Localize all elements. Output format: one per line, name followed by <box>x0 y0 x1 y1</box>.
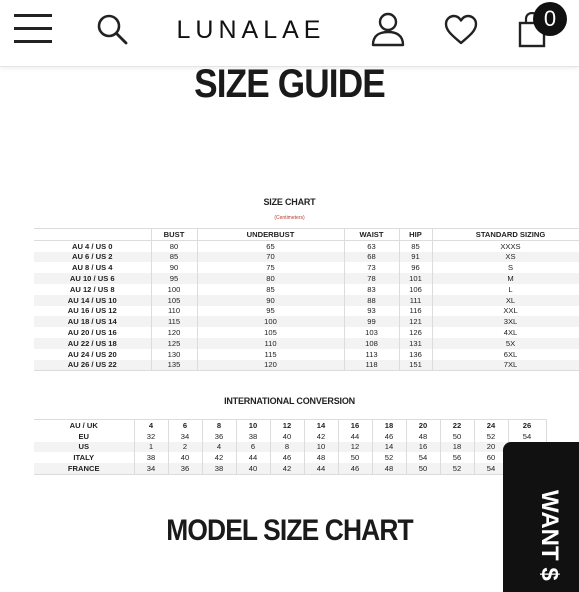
size-chart-row <box>34 284 579 295</box>
size-chart-units: (Centimeters) <box>274 215 305 221</box>
size-chart-cell: 90 <box>151 262 197 273</box>
size-chart-cell: 95 <box>151 273 197 284</box>
size-chart-cell: 3XL <box>432 316 579 327</box>
conversion-row-label: ITALY <box>34 452 134 463</box>
conversion-cell: 42 <box>202 452 236 463</box>
size-chart-title: SIZE CHART <box>263 197 316 207</box>
account-icon[interactable] <box>370 11 406 52</box>
size-chart-cell: 78 <box>344 273 399 284</box>
conversion-row-label: US <box>34 442 134 453</box>
conversion-row <box>34 420 546 431</box>
conversion-cell: 38 <box>202 463 236 474</box>
size-chart-cell: 85 <box>399 240 432 251</box>
size-chart-row <box>34 306 579 317</box>
size-chart-cell: 120 <box>151 327 197 338</box>
size-chart-cell: XS <box>432 252 579 263</box>
conversion-cell: 34 <box>134 463 168 474</box>
size-chart-cell: 151 <box>399 360 432 371</box>
size-chart-row <box>34 360 579 371</box>
conversion-cell: 50 <box>406 463 440 474</box>
conversion-row-label: FRANCE <box>34 463 134 474</box>
conversion-cell: 16 <box>406 442 440 453</box>
conversion-cell: 6 <box>168 420 202 431</box>
size-chart-cell: 99 <box>344 316 399 327</box>
size-chart-row-label: AU 14 / US 10 <box>34 295 151 306</box>
size-chart-cell: 111 <box>399 295 432 306</box>
size-chart-table <box>34 228 579 371</box>
size-chart-cell: 110 <box>151 306 197 317</box>
conversion-row <box>34 463 546 474</box>
conversion-cell: 14 <box>304 420 338 431</box>
size-chart-cell: 95 <box>197 306 344 317</box>
size-chart-cell: 83 <box>344 284 399 295</box>
conversion-cell: 44 <box>338 431 372 442</box>
size-chart-row-label: AU 6 / US 2 <box>34 252 151 263</box>
size-chart-header-cell: UNDERBUST <box>197 229 344 241</box>
size-chart-cell: 106 <box>399 284 432 295</box>
size-chart-cell: 121 <box>399 316 432 327</box>
conversion-cell: 16 <box>338 420 372 431</box>
size-chart-row <box>34 252 579 263</box>
size-chart-cell: 100 <box>197 316 344 327</box>
conversion-cell: 42 <box>304 431 338 442</box>
conversion-row <box>34 452 546 463</box>
conversion-row-label: AU / UK <box>34 420 134 431</box>
conversion-cell: 50 <box>338 452 372 463</box>
size-chart-row <box>34 316 579 327</box>
conversion-cell: 8 <box>270 442 304 453</box>
size-chart-cell: 136 <box>399 349 432 360</box>
size-chart-row-label: AU 18 / US 14 <box>34 316 151 327</box>
size-chart-cell: XXL <box>432 306 579 317</box>
conversion-cell: 10 <box>304 442 338 453</box>
size-chart-row-label: AU 10 / US 6 <box>34 273 151 284</box>
size-chart-cell: 65 <box>197 240 344 251</box>
conversion-cell: 12 <box>270 420 304 431</box>
size-chart-row-label: AU 22 / US 18 <box>34 338 151 349</box>
conversion-cell: 2 <box>168 442 202 453</box>
size-chart-cell: 6XL <box>432 349 579 360</box>
size-chart-cell: 116 <box>399 306 432 317</box>
size-chart-cell: 108 <box>344 338 399 349</box>
size-chart-row <box>34 295 579 306</box>
conversion-cell: 60 <box>474 452 508 463</box>
cart-count-badge[interactable]: 0 <box>533 2 567 36</box>
conversion-cell: 40 <box>168 452 202 463</box>
conversion-cell: 38 <box>236 431 270 442</box>
conversion-cell: 42 <box>270 463 304 474</box>
conversion-cell: 36 <box>202 431 236 442</box>
conversion-cell: 44 <box>236 452 270 463</box>
size-chart-cell: 93 <box>344 306 399 317</box>
size-chart-cell: 90 <box>197 295 344 306</box>
size-chart-row-label: AU 20 / US 16 <box>34 327 151 338</box>
size-chart-cell: 101 <box>399 273 432 284</box>
size-chart-cell: 73 <box>344 262 399 273</box>
conversion-cell: 40 <box>270 431 304 442</box>
heart-icon[interactable] <box>443 14 479 51</box>
size-chart-cell: 115 <box>151 316 197 327</box>
size-chart-cell: 70 <box>197 252 344 263</box>
size-chart-cell: 63 <box>344 240 399 251</box>
size-chart-cell: 113 <box>344 349 399 360</box>
size-chart-header-cell <box>34 229 151 241</box>
hamburger-menu-icon[interactable] <box>14 14 52 44</box>
conversion-cell: 14 <box>372 442 406 453</box>
conversion-cell: 48 <box>372 463 406 474</box>
size-chart-cell: 118 <box>344 360 399 371</box>
size-chart-cell: 4XL <box>432 327 579 338</box>
conversion-cell: 54 <box>406 452 440 463</box>
size-chart-cell: 88 <box>344 295 399 306</box>
size-chart-cell: 7XL <box>432 360 579 371</box>
conversion-row-label: EU <box>34 431 134 442</box>
size-chart-cell: 105 <box>197 327 344 338</box>
size-chart-cell: 85 <box>151 252 197 263</box>
size-chart-row-label: AU 24 / US 20 <box>34 349 151 360</box>
conversion-cell: 18 <box>440 442 474 453</box>
conversion-cell: 40 <box>236 463 270 474</box>
brand-logo[interactable]: LUNALAE <box>176 16 326 44</box>
size-chart-cell: 126 <box>399 327 432 338</box>
size-chart-header-cell: HIP <box>399 229 432 241</box>
size-chart-cell: 120 <box>197 360 344 371</box>
size-chart-row <box>34 273 579 284</box>
conversion-cell: 48 <box>406 431 440 442</box>
conversion-cell: 52 <box>372 452 406 463</box>
conversion-cell: 12 <box>338 442 372 453</box>
page-title: SIZE GUIDE <box>194 62 385 106</box>
size-chart-header-cell: BUST <box>151 229 197 241</box>
conversion-cell: 18 <box>372 420 406 431</box>
size-chart-cell: 91 <box>399 252 432 263</box>
size-chart-cell: 68 <box>344 252 399 263</box>
size-chart-cell: 80 <box>151 240 197 251</box>
size-chart-row <box>34 240 579 251</box>
site-header <box>0 0 579 67</box>
conversion-cell: 24 <box>474 420 508 431</box>
conversion-cell: 44 <box>304 463 338 474</box>
conversion-cell: 26 <box>508 420 546 431</box>
size-chart-cell: S <box>432 262 579 273</box>
model-size-chart-title: MODEL SIZE CHART <box>166 514 413 547</box>
size-chart-cell: 5X <box>432 338 579 349</box>
conversion-cell: 1 <box>134 442 168 453</box>
size-chart-row <box>34 349 579 360</box>
size-chart-cell: 75 <box>197 262 344 273</box>
conversion-row <box>34 442 546 453</box>
conversion-cell: 36 <box>168 463 202 474</box>
conversion-cell: 46 <box>270 452 304 463</box>
size-chart-row-label: AU 26 / US 22 <box>34 360 151 371</box>
conversion-cell: 54 <box>474 463 508 474</box>
conversion-cell: 46 <box>372 431 406 442</box>
conversion-cell: 48 <box>304 452 338 463</box>
conversion-title: INTERNATIONAL CONVERSION <box>224 396 355 406</box>
conversion-row <box>34 431 546 442</box>
size-chart-row-label: AU 8 / US 4 <box>34 262 151 273</box>
size-chart-row <box>34 338 579 349</box>
size-chart-header-cell: WAIST <box>344 229 399 241</box>
conversion-cell: 34 <box>168 431 202 442</box>
size-chart-header-cell: STANDARD SIZING <box>432 229 579 241</box>
conversion-cell: 22 <box>440 420 474 431</box>
size-chart-cell: XL <box>432 295 579 306</box>
conversion-cell: 46 <box>338 463 372 474</box>
conversion-cell: 52 <box>474 431 508 442</box>
size-chart-cell: 125 <box>151 338 197 349</box>
size-chart-cell: 103 <box>344 327 399 338</box>
international-conversion-table <box>34 419 547 475</box>
size-chart-row-label: AU 4 / US 0 <box>34 240 151 251</box>
conversion-cell: 56 <box>440 452 474 463</box>
size-chart-cell: M <box>432 273 579 284</box>
size-chart-cell: 110 <box>197 338 344 349</box>
conversion-cell: 4 <box>134 420 168 431</box>
size-chart-cell: 100 <box>151 284 197 295</box>
size-chart-cell: 105 <box>151 295 197 306</box>
conversion-cell: 54 <box>508 431 546 442</box>
size-chart-row <box>34 262 579 273</box>
conversion-cell: 10 <box>236 420 270 431</box>
size-chart-cell: 80 <box>197 273 344 284</box>
size-chart-cell: 135 <box>151 360 197 371</box>
size-chart-row <box>34 327 579 338</box>
size-chart-cell: 115 <box>197 349 344 360</box>
size-chart-cell: 131 <box>399 338 432 349</box>
conversion-cell: 4 <box>202 442 236 453</box>
size-chart-cell: 96 <box>399 262 432 273</box>
search-icon[interactable] <box>96 13 128 50</box>
conversion-cell: 50 <box>440 431 474 442</box>
conversion-cell: 20 <box>474 442 508 453</box>
conversion-cell: 20 <box>406 420 440 431</box>
size-chart-cell: 85 <box>197 284 344 295</box>
conversion-cell: 8 <box>202 420 236 431</box>
size-chart-row-label: AU 16 / US 12 <box>34 306 151 317</box>
size-chart-cell: 130 <box>151 349 197 360</box>
promo-popup-label[interactable]: WANT $ <box>536 490 563 581</box>
conversion-cell: 38 <box>134 452 168 463</box>
size-chart-row-label: AU 12 / US 8 <box>34 284 151 295</box>
promo-popup-tab[interactable] <box>503 442 579 592</box>
conversion-cell: 6 <box>236 442 270 453</box>
size-chart-cell: L <box>432 284 579 295</box>
conversion-cell: 32 <box>134 431 168 442</box>
size-chart-cell: XXXS <box>432 240 579 251</box>
conversion-cell: 52 <box>440 463 474 474</box>
